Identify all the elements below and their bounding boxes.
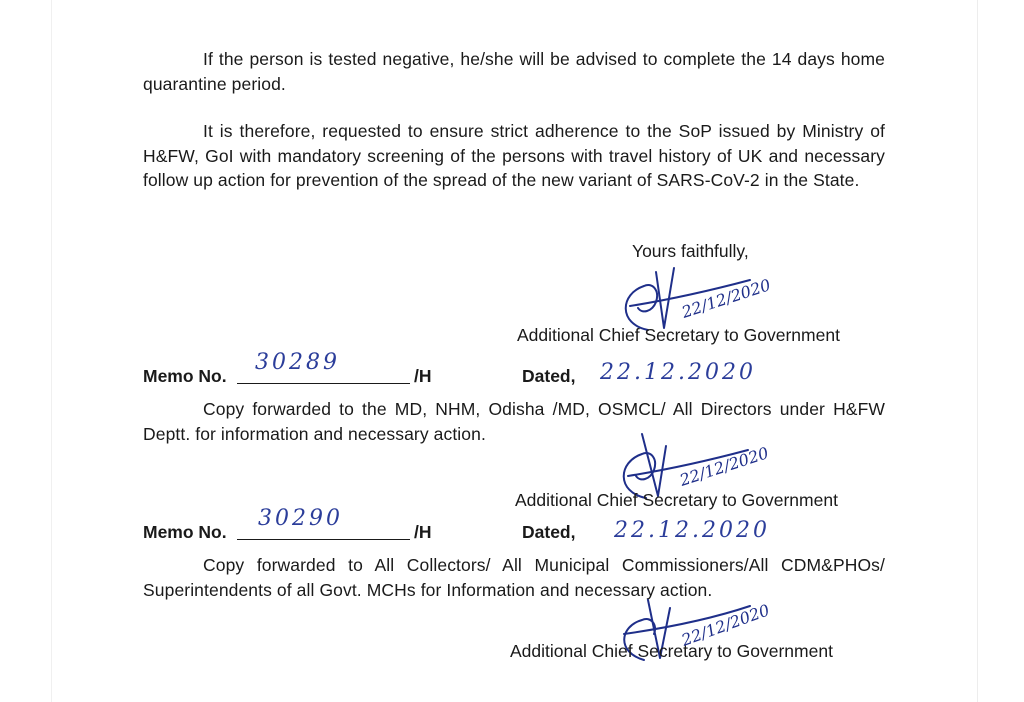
memo-2-copy-text: Copy forwarded to All Collectors/ All Municipal Commissioners/All CDM&PHOs/ Superintendents of all Govt. MCHs for Information and necessary action.: [143, 555, 885, 600]
memo-1-dated-label: Dated,: [522, 366, 576, 386]
memo-2-dated-label: Dated,: [522, 522, 576, 542]
signatory-title-1: Additional Chief Secretary to Government: [517, 325, 840, 345]
memo-2-signatory-title: Additional Chief Secretary to Government: [510, 641, 833, 661]
memo-1-date: 22.12.2020: [600, 360, 756, 385]
memo-1-number: 30289: [255, 350, 340, 375]
signature-3-date: 22/12/2020: [678, 600, 773, 650]
memo-2-underline: [237, 539, 410, 540]
memo-1-suffix: /H: [414, 366, 432, 386]
memo-1-signatory-title: Additional Chief Secretary to Government: [515, 490, 838, 510]
memo-2-date: 22.12.2020: [614, 518, 770, 543]
body-paragraph-1: [143, 47, 885, 96]
signature-2-date: 22/12/2020: [677, 443, 771, 490]
paragraph-1-text: If the person is tested negative, he/she will be advised to complete the 14 days home quarantine period.: [143, 49, 885, 94]
paragraph-2-text: It is therefore, requested to ensure strict adherence to the SoP issued by Ministry of H&FW, GoI with mandatory screening of the persons with travel history of UK and necessary follow up action for prevention of the spread of the new variant of SARS-CoV-2 in the State.: [143, 121, 885, 190]
signature-1-date: 22/12/2020: [679, 275, 773, 322]
body-paragraph-2: [143, 119, 885, 193]
closing-text: Yours faithfully,: [632, 241, 749, 261]
memo-1-underline: [237, 383, 410, 384]
memo-2-label: Memo No.: [143, 522, 227, 542]
memo-2-number: 30290: [258, 506, 343, 531]
memo-1-copy-text: Copy forwarded to the MD, NHM, Odisha /MD, OSMCL/ All Directors under H&FW Deptt. for information and necessary action.: [143, 399, 885, 444]
memo-1-label: Memo No.: [143, 366, 227, 386]
memo-2-suffix: /H: [414, 522, 432, 542]
